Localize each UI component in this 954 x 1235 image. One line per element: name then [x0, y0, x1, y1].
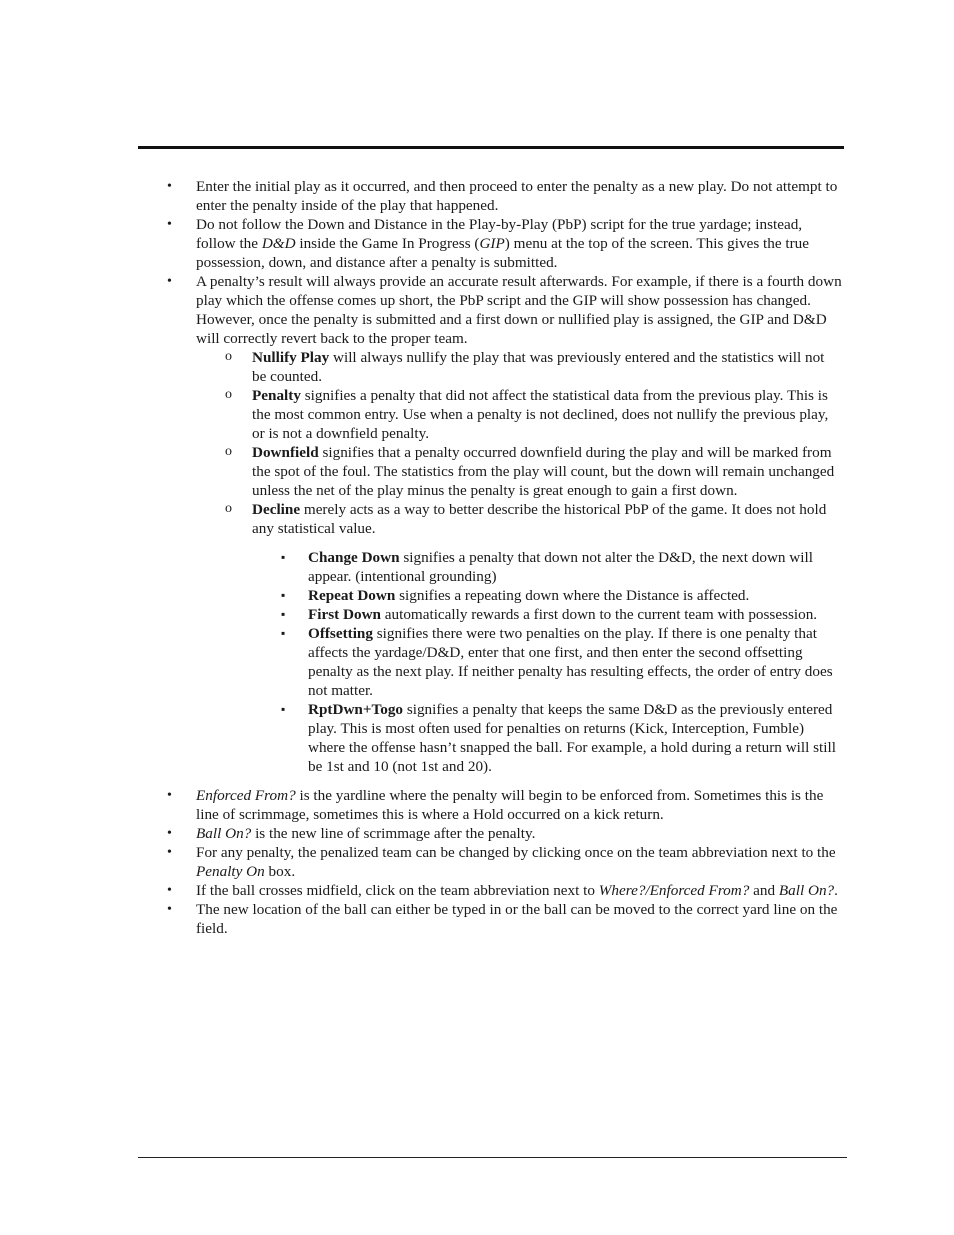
footer-rule: [138, 1157, 847, 1158]
term: Offsetting: [308, 624, 373, 642]
list-item: [0, 177, 954, 215]
bullet-text: The new location of the ball can either be typed in or the ball can be moved to the correct yard line on the field.: [196, 900, 838, 937]
option-item: [0, 586, 954, 605]
bullet-text: If the ball crosses midfield, click on the team abbreviation next to: [196, 881, 599, 899]
bullet-text: inside the Game In Progress (: [295, 235, 480, 252]
option-item: [0, 548, 954, 586]
field-term: Enforced From?: [196, 786, 296, 804]
option-text: signifies a penalty that down not alter the D&D, the next down will appear. (intentional grounding): [308, 548, 813, 585]
header-rule: [138, 146, 844, 149]
term: Downfield: [252, 444, 319, 461]
document-body: [0, 177, 954, 938]
bullet-text: Enter the initial play as it occurred, and then proceed to enter the penalty as a new play. Do not attempt to enter the penalty inside of the play that happened.: [196, 178, 838, 214]
bullet-text: box.: [264, 862, 296, 880]
field-term: Where?/Enforced From?: [598, 881, 750, 899]
term: First Down: [308, 605, 381, 623]
bullet-text: For any penalty, the penalized team can be changed by clicking once on the team abbreviation next to the: [196, 843, 836, 861]
list-item: [0, 843, 954, 881]
term: RptDwn+Togo: [308, 700, 404, 718]
bullet-text: and: [749, 881, 779, 899]
sub-list-item: [0, 443, 954, 500]
term: Change Down: [308, 548, 400, 566]
bullet-text: is the yardline where the penalty will begin to be enforced from. Sometimes this is the line of scrimmage, sometimes this is where a Hold occurred on a kick return.: [196, 786, 824, 823]
list-item: [0, 215, 954, 272]
bullet-text: ) menu at the top of the screen. This gives the true possession, down, and distance after a penalty is submitted.: [196, 235, 810, 271]
sub-list-item: [0, 348, 954, 386]
field-term: Ball On?: [778, 881, 835, 899]
option-text: signifies there were two penalties on the play. If there is one penalty that affects the yardage/D&D, enter that one first, and then enter the second offsetting penalty as the next play. If neither penalty has resulting effects, the order of entry does not matter.: [308, 624, 833, 699]
list-item: [0, 824, 954, 843]
bullet-text: Do not follow the Down and Distance in the Play-by-Play (PbP) script for the true yardage; instead, follow the: [196, 216, 803, 252]
sub-bullet-text: signifies that a penalty occurred downfield during the play and will be marked from the spot of the foul. The statistics from the play will count, but the down will remain unchanged unless the net of the play minus the penalty is great enough to gain a first down.: [252, 444, 835, 499]
list-item: [0, 272, 954, 348]
sub-list-item: [0, 500, 954, 538]
field-term: Penalty On: [196, 862, 265, 880]
option-item: [0, 700, 954, 776]
sub-list-item: [0, 386, 954, 443]
sub-bullet-text: merely acts as a way to better describe the historical PbP of the game. It does not hold any statistical value.: [252, 501, 827, 537]
bullet-text: .: [834, 881, 838, 899]
bullet-text: is the new line of scrimmage after the penalty.: [251, 824, 536, 842]
gip-term: GIP: [479, 235, 505, 252]
option-text: signifies a repeating down where the Distance is affected.: [395, 586, 750, 604]
field-term: Ball On?: [196, 824, 252, 842]
list-item: [0, 900, 954, 938]
list-item: [0, 881, 954, 900]
sub-bullet-text: will always nullify the play that was previously entered and the statistics will not be counted.: [252, 349, 825, 385]
option-text: automatically rewards a first down to the current team with possession.: [380, 605, 818, 623]
term: Decline: [252, 501, 301, 518]
option-item: [0, 624, 954, 700]
term: Penalty: [252, 387, 301, 404]
option-text: signifies a penalty that keeps the same D&D as the previously entered play. This is most often used for penalties on returns (Kick, Interception, Fumble) where the offense hasn’t snapped the ball. For example, a hold during a return will still be 1st and 10 (not 1st and 20).: [308, 700, 836, 775]
dd-term: D&D: [261, 235, 296, 252]
bullet-text: A penalty’s result will always provide an accurate result afterwards. For example, if there is a fourth down play which the offense comes up short, the PbP script and the GIP will show possession has changed. However, once the penalty is submitted and a first down or nullified play is assigned, the GIP and D&D will correctly revert back to the proper team.: [196, 273, 842, 347]
option-item: [0, 605, 954, 624]
term: Repeat Down: [308, 586, 396, 604]
list-item: [0, 786, 954, 824]
sub-bullet-text: signifies a penalty that did not affect the statistical data from the previous play. This is the most common entry. Use when a penalty is not declined, does not nullify the previous play, or is not a downfield penalty.: [252, 387, 829, 442]
term: Nullify Play: [252, 349, 330, 366]
